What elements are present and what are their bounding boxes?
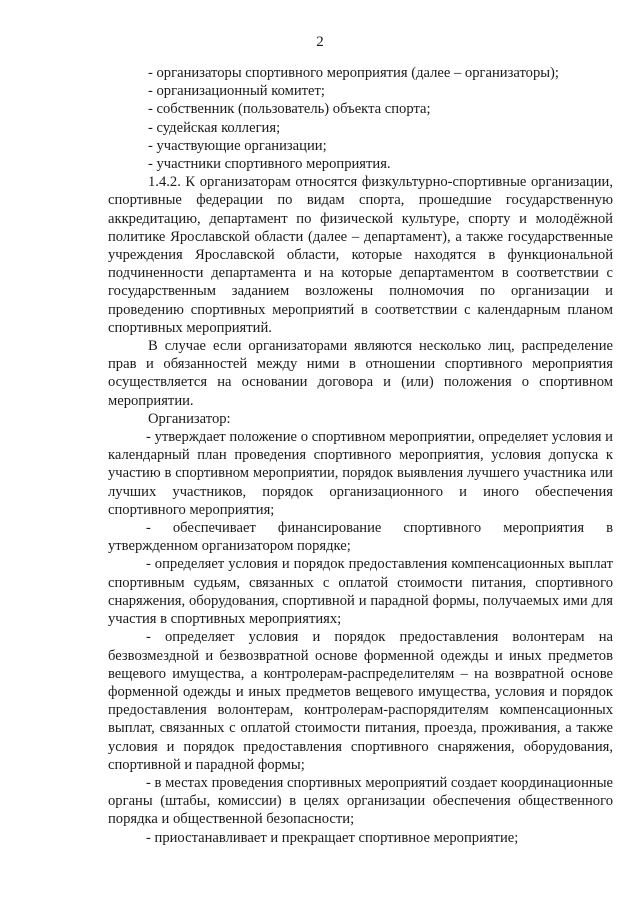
document-body xyxy=(108,64,613,847)
list-item: - участники спортивного мероприятия. xyxy=(148,156,391,173)
organizer-duty: - утверждает положение о спортивном мероприятии, определяет условия и календарный план проведения спортивного мероприятия, условия допуска к участию в спортивном мероприятии, порядок выявления лучшего участника или лучших участников, порядок организационного и иного обеспечения спортивного мероприятия; xyxy=(108,429,613,518)
list-item: - организационный комитет; xyxy=(148,83,325,100)
list-item: - участвующие организации; xyxy=(148,137,327,154)
organizer-duty: - обеспечивает финансирование спортивного мероприятия в утвержденном организатором порядке; xyxy=(108,520,613,555)
organizer-duty: - определяет условия и порядок предоставления волонтерам на безвозмездной и безвозвратной основе форменной одежды и иных предметов вещевого имущества, а контролерам-распределителям – на возвратной основе форменной одежды и иных предметов вещевого имущества, условия и порядок предоставления волонтерам, контролерам-распорядителям компенсационных выплат, связанных с оплатой стоимости питания, проезда, проживания, а также условия и порядок предоставления спортивного снаряжения, оборудования, спортивной и парадной формы; xyxy=(108,629,613,773)
organizer-duty: - определяет условия и порядок предоставления компенсационных выплат спортивным судьям, связанных с оплатой стоимости питания, спортивного снаряжения, оборудования, спортивной и парадной формы, получаемых ими для участия в спортивных мероприятиях; xyxy=(108,556,613,628)
list-item: - судейская коллегия; xyxy=(148,119,281,136)
paragraph-multiple-organizers: В случае если организаторами являются несколько лиц, распределение прав и обязанностей между ними в отношении спортивного мероприятия осуществляется на основании договора и (или) положения о спортивном мероприятии. xyxy=(108,338,613,409)
organizer-heading: Организатор: xyxy=(148,410,231,427)
list-item: - собственник (пользователь) объекта спорта; xyxy=(148,101,431,118)
organizer-duty: - в местах проведения спортивных мероприятий создает координационные органы (штабы, комиссии) в целях организации обеспечения общественного порядка и общественной безопасности; xyxy=(108,774,613,828)
list-item: - организаторы спортивного мероприятия (далее – организаторы); xyxy=(148,65,559,81)
page-number: 2 xyxy=(316,34,324,50)
paragraph-1-4-2: 1.4.2. К организаторам относятся физкультурно-спортивные организации, спортивные федерации по видам спорта, прошедшие государственную аккредитацию, департамент по физической культуре, спорту и молодёжной политике Ярославской области (далее – департамент), а также государственные учреждения Ярославской области, которые находятся в функциональной подчиненности департамента и на которые департаментом в соответствии с государственным заданием возложены полномочия по организации и проведению спортивных мероприятий в соответствии с календарным планом спортивных мероприятий. xyxy=(108,174,613,336)
organizer-duty: - приостанавливает и прекращает спортивное мероприятие; xyxy=(146,829,519,846)
